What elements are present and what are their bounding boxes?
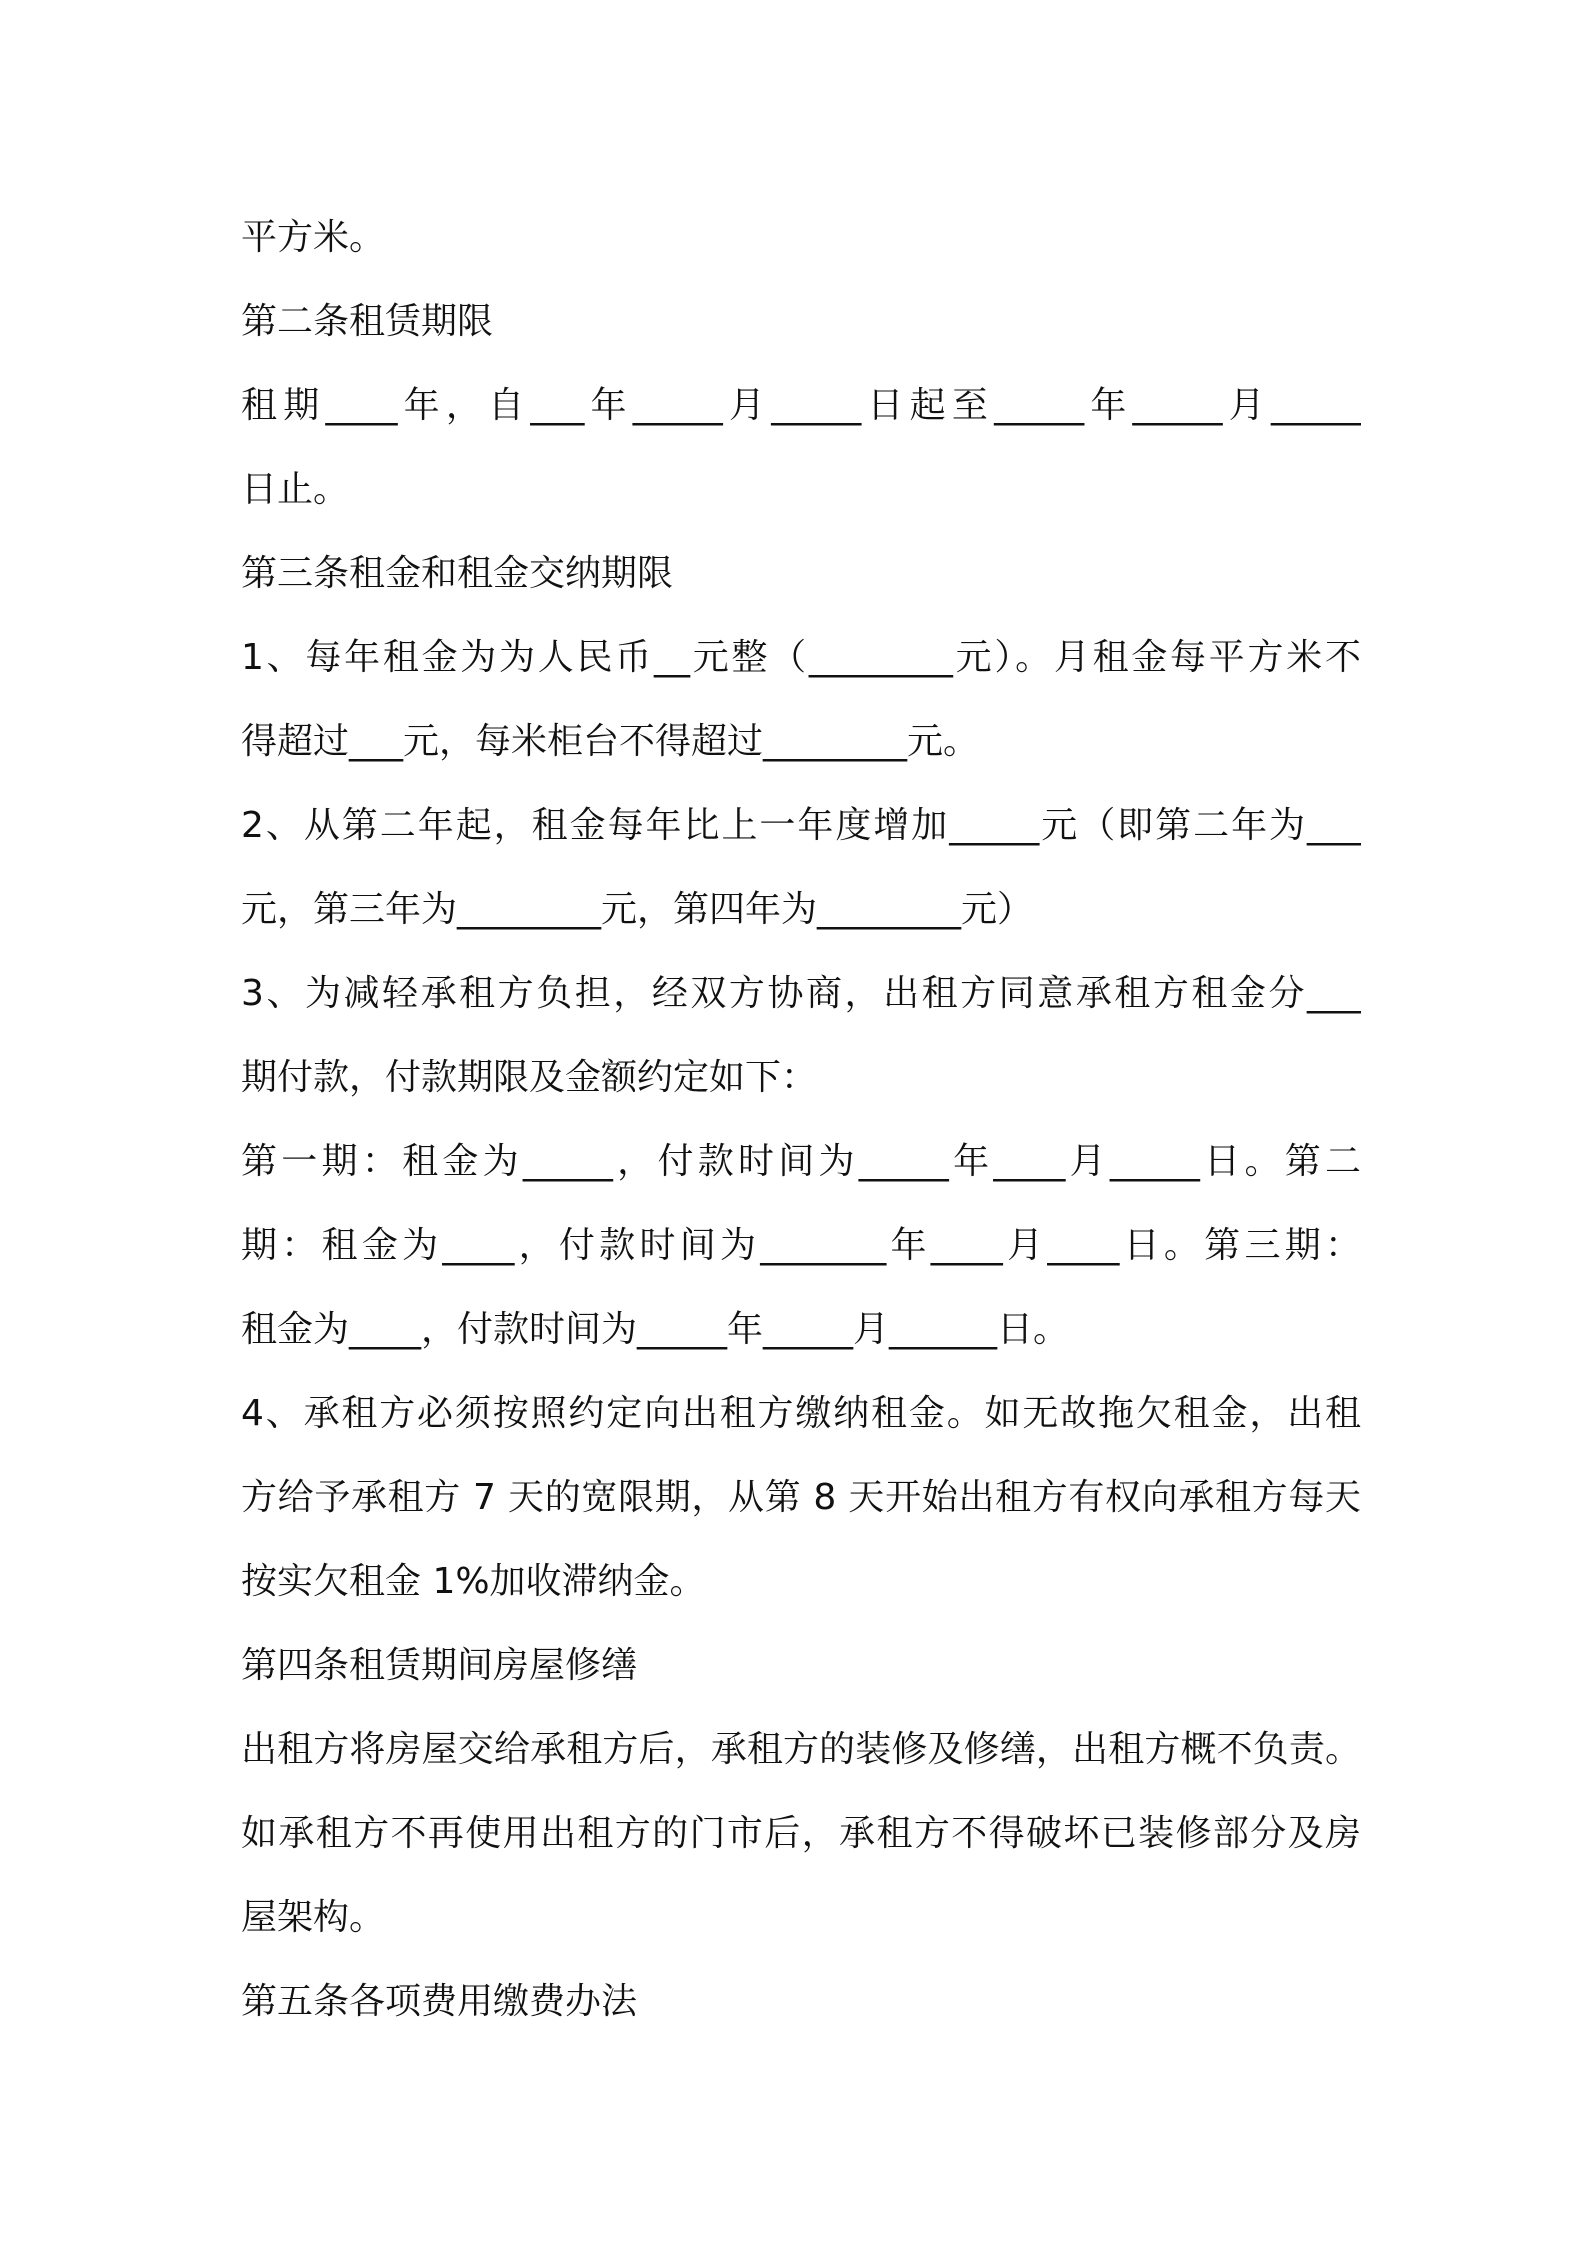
paragraph-line: 按实欠租金 1%加收滞纳金。 (241, 1561, 706, 1602)
paragraph-line: 元，第三年为________元，第四年为________元） (241, 889, 1034, 930)
paragraph-line: 如承租方不再使用出租方的门市后，承租方不得破坏已装修部分及房 (241, 1813, 1361, 1854)
paragraph-line: 3、为减轻承租方负担，经双方协商，出租方同意承租方租金分___ (241, 973, 1361, 1014)
document-body (241, 196, 1361, 2044)
paragraph-line: 日止。 (241, 469, 350, 510)
paragraph-line: 平方米。 (241, 217, 386, 258)
paragraph-line: 2、从第二年起，租金每年比上一年度增加_____元（即第二年为___ (241, 805, 1361, 846)
paragraph-line: 期：租金为____，付款时间为_______年____月____日。第三期： (241, 1225, 1361, 1266)
paragraph-line: 出租方将房屋交给承租方后，承租方的装修及修缮，出租方概不负责。 (241, 1729, 1361, 1770)
paragraph-line: 方给予承租方 7 天的宽限期，从第 8 天开始出租方有权向承租方每天 (241, 1477, 1361, 1518)
paragraph-line: 租期____年，自___年_____月_____日起至_____年_____月_____ (241, 385, 1361, 426)
paragraph-line: 期付款，付款期限及金额约定如下： (241, 1057, 818, 1098)
paragraph-line: 租金为____，付款时间为_____年_____月______日。 (241, 1309, 1070, 1350)
section-heading-repairs: 第四条租赁期间房屋修缮 (241, 1645, 638, 1686)
section-heading-fees: 第五条各项费用缴费办法 (241, 1981, 638, 2022)
section-heading-rent-payment: 第三条租金和租金交纳期限 (241, 553, 674, 594)
paragraph-line: 第一期：租金为_____，付款时间为_____年____月_____日。第二 (241, 1141, 1361, 1182)
section-heading-lease-term: 第二条租赁期限 (241, 301, 494, 342)
paragraph-line: 4、承租方必须按照约定向出租方缴纳租金。如无故拖欠租金，出租 (241, 1393, 1361, 1434)
paragraph-line: 得超过___元，每米柜台不得超过________元。 (241, 721, 980, 762)
paragraph-line: 1、每年租金为为人民币__元整（________元）。月租金每平方米不 (241, 637, 1361, 678)
paragraph-line: 屋架构。 (241, 1897, 386, 1938)
